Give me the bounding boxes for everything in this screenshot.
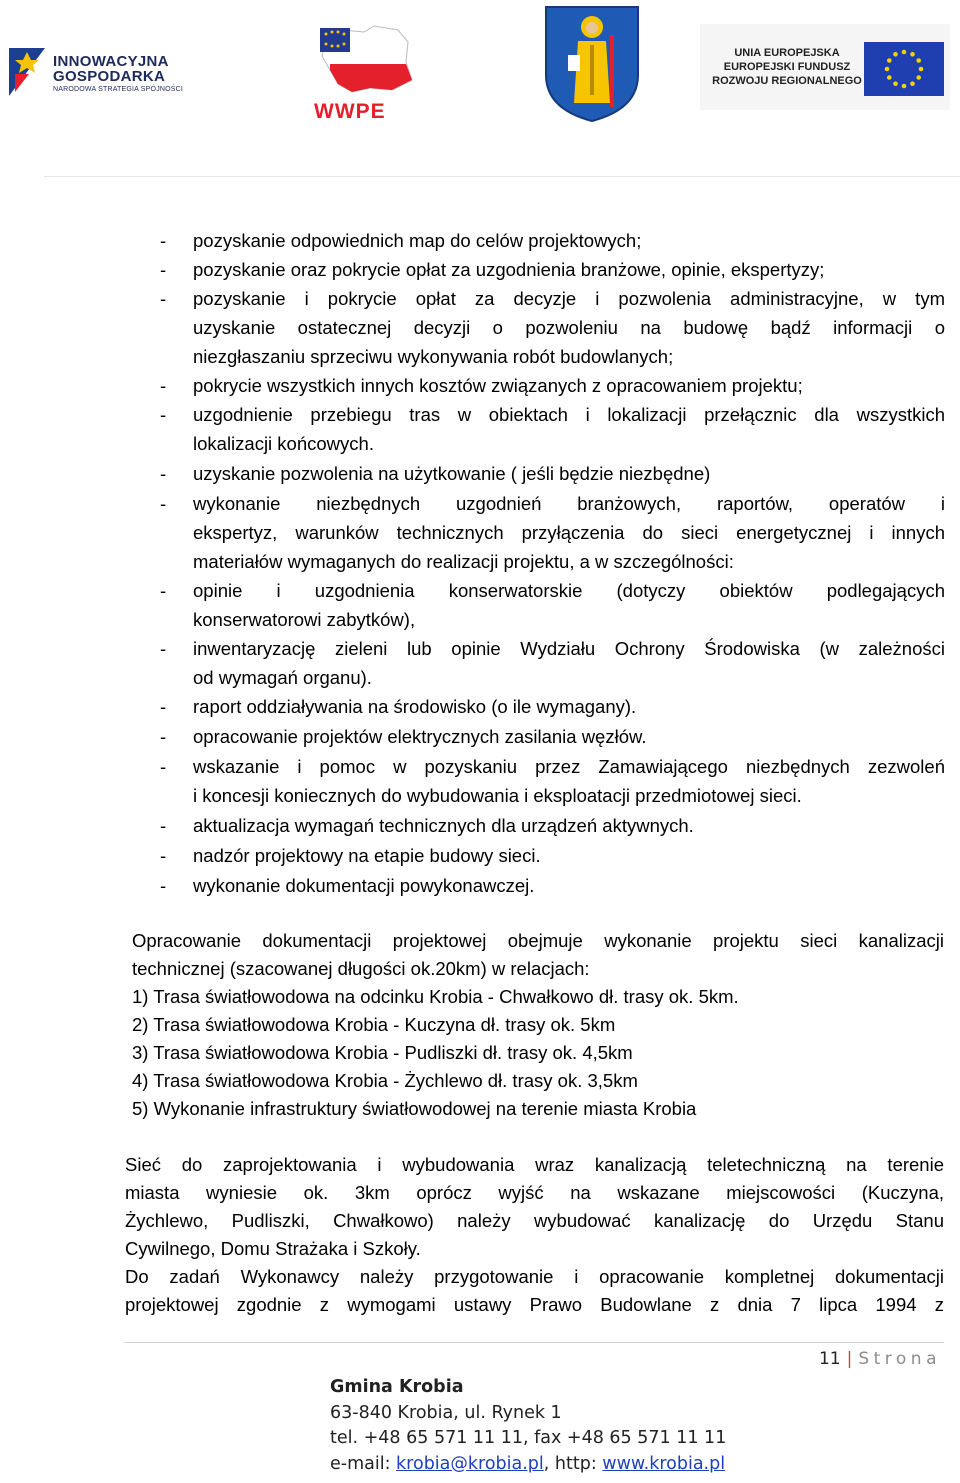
list-item-text: raport oddziaływania na środowisko (o ile wymagany).	[193, 696, 637, 717]
paragraph-line: Opracowanie dokumentacji projektowej obejmuje wykonanie projektu sieci kanalizacji	[132, 930, 944, 951]
list-item-text: od wymagań organu).	[193, 667, 372, 688]
footer-divider	[124, 1342, 944, 1343]
innowacyjna-gospodarka-icon	[5, 40, 51, 100]
list-dash: -	[160, 375, 167, 396]
eu-erdf-logo	[700, 24, 950, 110]
gmina-krobia-coat-of-arms	[544, 5, 640, 123]
poland-map-icon	[312, 18, 420, 98]
route-item: 5) Wykonanie infrastruktury światłowodowej na terenie miasta Krobia	[132, 1098, 697, 1119]
page-number-separator: |	[846, 1349, 853, 1369]
eu-star-icon	[893, 52, 898, 57]
list-item-text: pozyskanie oraz pokrycie opłat za uzgodnienia branżowe, opinie, ekspertyzy;	[193, 259, 825, 280]
paragraph-line: technicznej (szacowanej długości ok.20km) w relacjach:	[132, 958, 590, 979]
list-dash: -	[160, 259, 167, 280]
logo-line-1: INNOWACYJNA	[53, 53, 169, 70]
ue-line-2: EUROPEJSKI FUNDUSZ	[723, 61, 851, 73]
coat-of-arms-icon	[544, 5, 640, 123]
footer-links	[330, 1452, 726, 1478]
innowacyjna-gospodarka-logo	[5, 40, 185, 100]
route-item: 3) Trasa światłowodowa Krobia - Pudliszki dł. trasy ok. 4,5km	[132, 1042, 633, 1063]
page-number	[819, 1349, 941, 1369]
list-dash: -	[160, 493, 167, 514]
list-item-text: opinie i uzgodnienia konserwatorskie (dotyczy obiektów podlegających	[193, 580, 945, 601]
footer-organization-name: Gmina Krobia	[330, 1377, 464, 1397]
list-item-text: uzyskanie pozwolenia na użytkowanie ( jeśli będzie niezbędne)	[193, 463, 711, 484]
list-dash: -	[160, 845, 167, 866]
page-number-value: 11	[818, 1349, 841, 1369]
list-item-text: niezgłaszaniu sprzeciwu wykonywania robót budowlanych;	[193, 346, 674, 367]
paragraph-line: Żychlewo, Pudliszki, Chwałkowo) należy wybudować kanalizację do Urzędu Stanu	[125, 1210, 944, 1231]
list-item-text: nadzór projektowy na etapie budowy sieci.	[193, 845, 541, 866]
eu-star-icon	[902, 84, 907, 89]
eu-star-icon	[885, 67, 890, 72]
email-label: e-mail:	[330, 1453, 397, 1474]
list-item-text: ekspertyz, warunków technicznych przyłączenia do sieci energetycznej i innych	[193, 522, 945, 543]
eu-star-icon	[919, 67, 924, 72]
list-dash: -	[160, 463, 167, 484]
list-dash: -	[160, 580, 167, 601]
list-item-text: materiałów wymaganych do realizacji projektu, a w szczególności:	[193, 551, 734, 572]
route-item: 4) Trasa światłowodowa Krobia - Żychlewo dł. trasy ok. 3,5km	[132, 1070, 638, 1091]
eu-star-icon	[887, 75, 892, 80]
list-item-text: uzyskanie ostatecznej decyzji o pozwoleniu na budowę bądź informacji o	[193, 317, 945, 338]
http-label: , http:	[543, 1453, 603, 1474]
list-item-text: lokalizacji końcowych.	[193, 433, 374, 454]
list-dash: -	[160, 230, 167, 251]
footer-contact	[330, 1375, 726, 1477]
eu-star-icon	[910, 81, 915, 86]
ue-line-3: ROZWOJU REGIONALNEGO	[712, 75, 862, 87]
list-item-text: wskazanie i pomoc w pozyskaniu przez Zamawiającego niezbędnych zezwoleń	[193, 756, 945, 777]
eu-star-icon	[916, 58, 921, 63]
list-item-text: wykonanie niezbędnych uzgodnień branżowych, raportów, operatów i	[193, 493, 945, 514]
paragraph-line: miasta wyniesie ok. 3km oprócz wyjść na wskazane miejscowości (Kuczyna,	[125, 1182, 944, 1203]
list-item-text: konserwatorowi zabytków),	[193, 609, 416, 630]
list-item-text: pokrycie wszystkich innych kosztów związanych z opracowaniem projektu;	[193, 375, 803, 396]
eu-star-icon	[893, 81, 898, 86]
paragraph-line: projektowej zgodnie z wymogami ustawy Prawo Budowlane z dnia 7 lipca 1994 z	[125, 1294, 944, 1315]
list-dash: -	[160, 756, 167, 777]
document-header	[0, 0, 960, 180]
paragraph-line: Cywilnego, Domu Strażaka i Szkoły.	[125, 1238, 421, 1259]
list-dash: -	[160, 815, 167, 836]
list-item-text: pozyskanie i pokrycie opłat za decyzje i pozwolenia administracyjne, w tym	[193, 288, 945, 309]
eu-star-icon	[902, 50, 907, 55]
list-dash: -	[160, 404, 167, 425]
list-item-text: aktualizacja wymagań technicznych dla urządzeń aktywnych.	[193, 815, 694, 836]
email-link[interactable]: krobia@krobia.pl	[396, 1453, 544, 1474]
list-item-text: inwentaryzację zieleni lub opinie Wydziału Ochrony Środowiska (w zależności	[193, 638, 945, 659]
list-item-text: opracowanie projektów elektrycznych zasilania węzłów.	[193, 726, 647, 747]
eu-star-icon	[910, 52, 915, 57]
paragraph-line: Sieć do zaprojektowania i wybudowania wraz kanalizacją teletechniczną na terenie	[125, 1154, 944, 1175]
route-item: 1) Trasa światłowodowa na odcinku Krobia - Chwałkowo dł. trasy ok. 5km.	[132, 986, 739, 1007]
eu-star-icon	[887, 58, 892, 63]
ue-line-1: UNIA EUROPEJSKA	[734, 47, 840, 59]
wwpe-logo-text: WWPE	[314, 100, 386, 123]
page-number-label: Strona	[858, 1349, 941, 1369]
list-dash: -	[160, 875, 167, 896]
footer-phone: tel. +48 65 571 11 11, fax +48 65 571 11 11	[330, 1428, 727, 1448]
list-item-text: pozyskanie odpowiednich map do celów projektowych;	[193, 230, 642, 251]
logo-line-2: GOSPODARKA	[53, 68, 166, 85]
route-item: 2) Trasa światłowodowa Krobia - Kuczyna dł. trasy ok. 5km	[132, 1014, 616, 1035]
list-dash: -	[160, 696, 167, 717]
paragraph-line: Do zadań Wykonawcy należy przygotowanie i opracowanie kompletnej dokumentacji	[125, 1266, 944, 1287]
header-divider	[44, 176, 960, 177]
list-dash: -	[160, 726, 167, 747]
list-dash: -	[160, 638, 167, 659]
list-dash: -	[160, 288, 167, 309]
footer-address: 63-840 Krobia, ul. Rynek 1	[330, 1402, 562, 1423]
wwpe-logo	[312, 18, 420, 126]
eu-flag-icon	[864, 42, 944, 96]
list-item-text: uzgodnienie przebiegu tras w obiektach i lokalizacji przełącznic dla wszystkich	[193, 404, 945, 425]
list-item-text: i koncesji koniecznych do wybudowania i eksploatacji przedmiotowej sieci.	[193, 785, 802, 806]
website-link[interactable]: www.krobia.pl	[602, 1453, 726, 1474]
eu-star-icon	[916, 75, 921, 80]
logo-subtitle: NARODOWA STRATEGIA SPÓJNOŚCI	[53, 86, 184, 93]
list-item-text: wykonanie dokumentacji powykonawczej.	[193, 875, 535, 896]
